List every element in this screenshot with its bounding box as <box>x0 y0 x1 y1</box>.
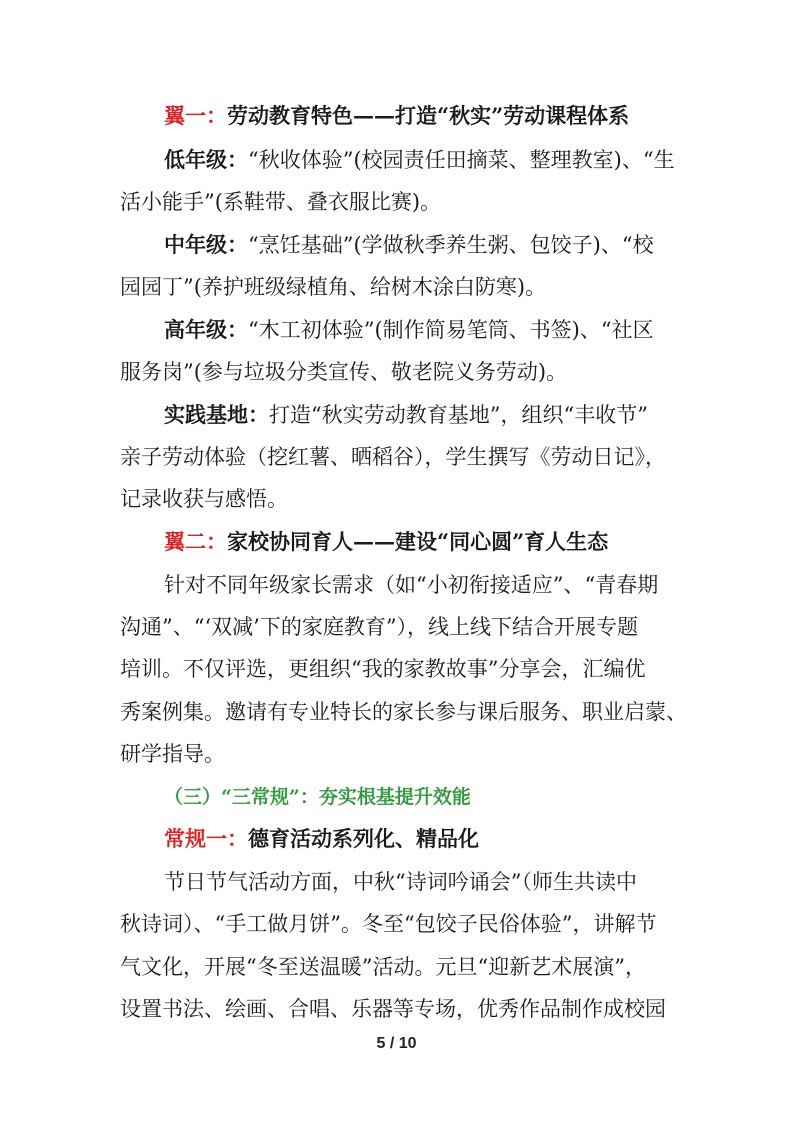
high-grade-text-2: 服务岗”(参与垃圾分类宣传、敬老院义务劳动)。 <box>120 360 568 384</box>
wing2-heading <box>164 527 608 557</box>
practice-base-line-1 <box>164 400 648 430</box>
section-3-heading: （三）“三常规”：夯实根基提升效能 <box>164 786 471 808</box>
para2-line-3: 气文化，开展“冬至送温暖”活动。元旦“迎新艺术展演”， <box>120 955 646 979</box>
high-grade-label: 高年级： <box>164 317 248 342</box>
para1-line-2: 沟通”、“‘双减’下的家庭教育”），线上线下结合开展专题 <box>120 615 639 639</box>
para2-line-1: 节日节气活动方面，中秋“诗词吟诵会”（师生共读中 <box>164 870 637 894</box>
para1-line-4: 秀案例集。邀请有专业特长的家长参与课后服务、职业启蒙、 <box>120 700 687 724</box>
wing2-label: 翼二： <box>164 529 227 554</box>
low-grade-text-2: 活小能手”(系鞋带、叠衣服比赛)。 <box>120 190 442 214</box>
mid-grade-label: 中年级： <box>164 232 248 257</box>
high-grade-line-1 <box>164 315 654 345</box>
para1-line-5: 研学指导。 <box>120 742 225 766</box>
para2-line-2: 秋诗词）、“手工做月饼”。冬至“包饺子民俗体验”，讲解节 <box>120 912 657 936</box>
mid-grade-line-1 <box>164 230 654 260</box>
practice-base-label: 实践基地： <box>164 402 269 427</box>
rule1-title: 德育活动系列化、精品化 <box>248 826 479 851</box>
para2-line-4: 设置书法、绘画、合唱、乐器等专场，优秀作品制作成校园 <box>120 997 666 1021</box>
wing1-title: 劳动教育特色——打造“秋实”劳动课程体系 <box>227 103 630 128</box>
para1-line-3: 培训。不仅评选，更组织“我的家教故事”分享会，汇编优 <box>120 657 646 681</box>
mid-grade-text-1: “烹饪基础”(学做秋季养生粥、包饺子)、“校 <box>248 233 654 257</box>
practice-base-text-1: 打造“秋实劳动教育基地”，组织“丰收节” <box>269 403 648 427</box>
wing1-heading <box>164 101 629 131</box>
low-grade-line-1 <box>164 145 675 175</box>
wing2-title: 家校协同育人——建设“同心圆”育人生态 <box>227 529 609 554</box>
rule1-label: 常规一： <box>164 826 248 851</box>
high-grade-text-1: “木工初体验”(制作简易笔筒、书签)、“社区 <box>248 318 654 342</box>
page-number: 5 / 10 <box>376 1035 417 1052</box>
mid-grade-text-2: 园园丁”(养护班级绿植角、给树木涂白防寒)。 <box>120 275 547 299</box>
wing1-label: 翼一： <box>164 103 227 128</box>
rule1-heading <box>164 824 479 854</box>
low-grade-label: 低年级： <box>164 147 248 172</box>
para1-line-1: 针对不同年级家长需求（如“小初衔接适应”、“青春期 <box>164 573 659 597</box>
practice-base-text-3: 记录收获与感悟。 <box>120 487 288 511</box>
low-grade-text-1: “秋收体验”(校园责任田摘菜、整理教室)、“生 <box>248 148 675 172</box>
practice-base-text-2: 亲子劳动体验（挖红薯、晒稻谷），学生撰写《劳动日记》， <box>120 445 666 469</box>
